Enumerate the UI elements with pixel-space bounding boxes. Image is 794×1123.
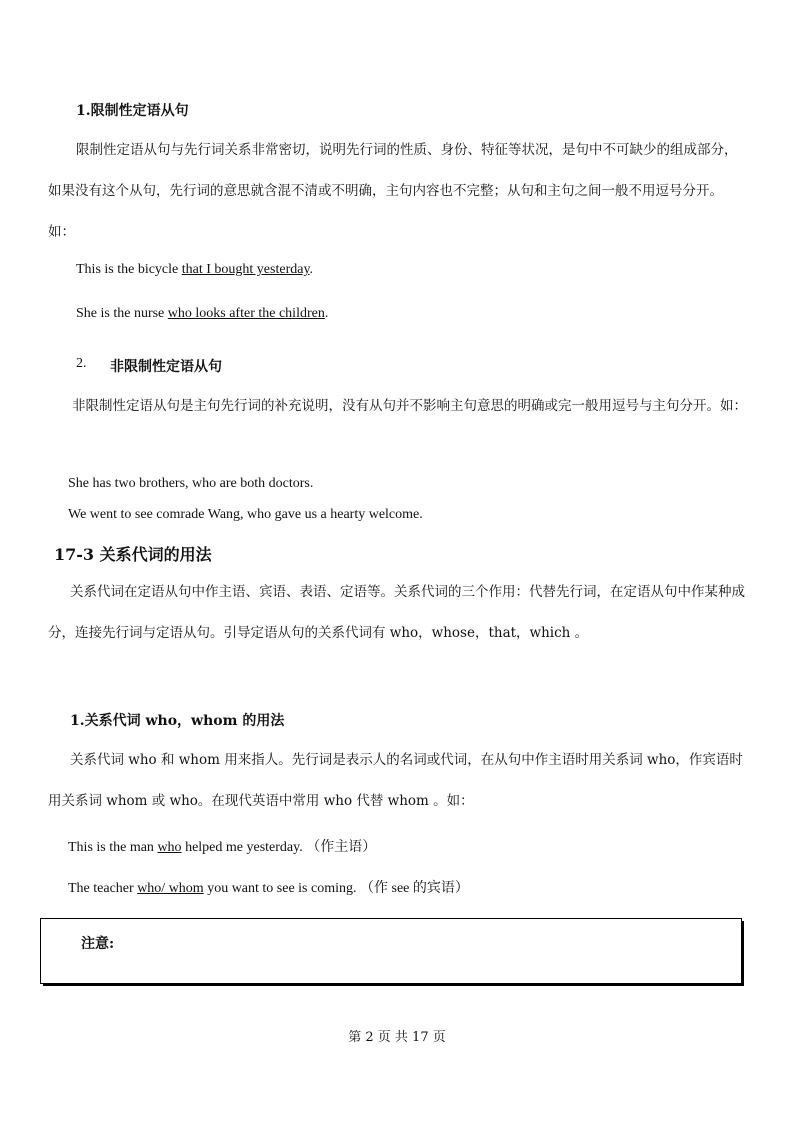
underlined-pronoun: who/ whom xyxy=(137,881,204,896)
note-box xyxy=(40,918,742,984)
example-nonrestrictive-1: She has two brothers, who are both doctors. xyxy=(68,476,314,491)
example-who-subject: This is the man who helped me yesterday. （作主语） xyxy=(68,840,377,855)
example-restrictive-1: This is the bicycle that I bought yesterday. xyxy=(76,262,314,277)
underlined-clause: that I bought yesterday xyxy=(181,262,310,277)
section-relative-pronouns-paragraph: 关系代词在定语从句中作主语、宾语、表语、定语等。关系代词的三个作用：代替先行词，在定语从句中作某种成分，连接先行词与定语从句。引导定语从句的关系代词有 who，whose，that，which 。 xyxy=(48,584,745,641)
section-nonrestrictive-title: 非限制性定语从句 xyxy=(110,359,222,375)
section-restrictive-paragraph: 限制性定语从句与先行词关系非常密切，说明先行词的性质、身份、特征等状况，是句中不可缺少的组成部分，如果没有这个从句，先行词的意思就含混不清或不明确，主句内容也不完整；从句和主句之间一般不用逗号分开。如： xyxy=(48,142,738,240)
example-whom-object: The teacher who/ whom you want to see is coming. （作 see 的宾语） xyxy=(68,881,469,896)
note-label: 注意: xyxy=(81,936,115,952)
section-heading-relative-pronouns: 17-3 关系代词的用法 xyxy=(54,545,212,564)
section-nonrestrictive-paragraph: 非限制性定语从句是主句先行词的补充说明，没有从句并不影响主句意思的明确或完一般用逗号与主句分开。如： xyxy=(72,398,747,414)
section-restrictive-title: 1.限制性定语从句 xyxy=(76,103,189,119)
section-who-whom-paragraph: 关系代词 who 和 whom 用来指人。先行词是表示人的名词或代词，在从句中作主语时用关系词 who，作宾语时用关系词 whom 或 who。在现代英语中常用 who 代替 whom 。如： xyxy=(48,752,743,809)
underlined-pronoun: who xyxy=(157,840,182,855)
example-note: （作 see 的宾语） xyxy=(360,881,469,896)
example-note: （作主语） xyxy=(306,840,377,855)
page-footer: 第 2 页 共 17 页 xyxy=(348,1030,446,1045)
section-who-whom-title: 1.关系代词 who，whom 的用法 xyxy=(70,713,285,729)
example-nonrestrictive-2: We went to see comrade Wang, who gave us a hearty welcome. xyxy=(68,507,423,522)
example-restrictive-2: She is the nurse who looks after the children. xyxy=(76,306,329,321)
underlined-clause: who looks after the children xyxy=(167,306,325,321)
section-nonrestrictive-number: 2. xyxy=(76,356,87,371)
